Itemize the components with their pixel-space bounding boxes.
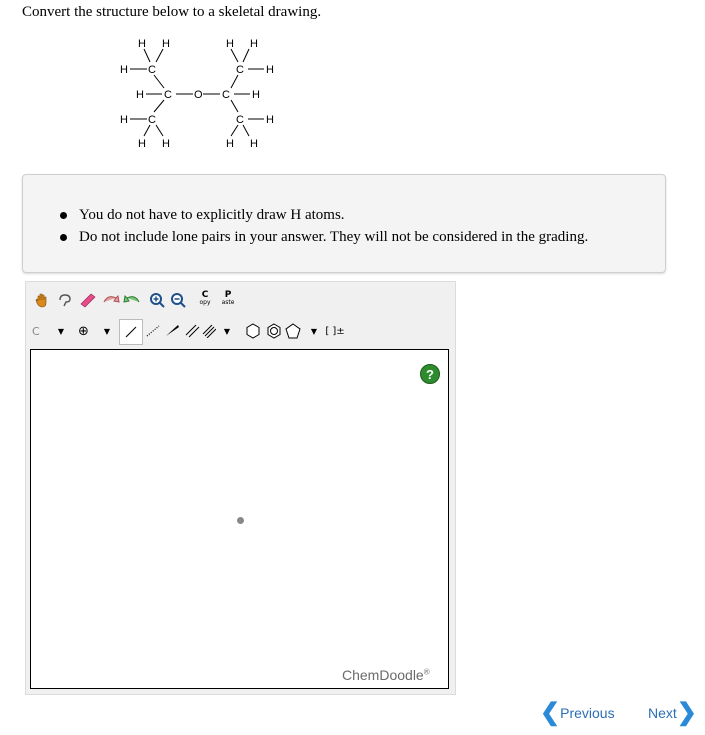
dropdown-arrow-icon: ▼ — [103, 326, 110, 336]
atom-h: H — [120, 64, 128, 76]
hash-bond-tool[interactable] — [143, 321, 163, 341]
charge-icon: ⊕ — [78, 323, 89, 339]
atom-h: H — [250, 38, 258, 50]
chevron-right-icon: ❯ — [676, 699, 697, 726]
copy-button[interactable] — [195, 289, 215, 309]
brand-name: ChemDoodle — [342, 667, 424, 683]
instruction-item: Do not include lone pairs in your answer. They will not be considered in the grading. — [59, 226, 588, 248]
next-button[interactable] — [648, 699, 697, 726]
dropdown-arrow-icon: ▼ — [57, 326, 64, 336]
atom-h: H — [162, 38, 170, 50]
atom-c: C — [148, 64, 156, 76]
wedge-bond-tool[interactable] — [162, 321, 182, 341]
atom-h: H — [138, 38, 146, 50]
brand-mark: ® — [423, 667, 430, 677]
chevron-left-icon: ❮ — [540, 699, 561, 726]
bracket-tool[interactable]: [ ]± — [325, 325, 345, 337]
condensed-structure-diagram — [100, 32, 290, 162]
copy-sub: opy — [199, 299, 211, 306]
charge-select[interactable] — [78, 321, 110, 341]
atom-h: H — [252, 89, 260, 101]
paste-sub: aste — [221, 299, 235, 306]
atom-h: H — [138, 138, 146, 150]
atom-c: C — [236, 114, 244, 126]
atom-c: C — [148, 114, 156, 126]
chemdoodle-editor — [25, 281, 456, 695]
lasso-icon[interactable] — [55, 290, 75, 310]
paste-label: P — [224, 290, 232, 300]
atom-h: H — [226, 38, 234, 50]
undo-icon[interactable] — [101, 290, 121, 310]
double-bond-tool[interactable] — [182, 321, 202, 341]
paste-button[interactable] — [218, 289, 238, 309]
chemdoodle-logo — [342, 667, 430, 683]
instructions-box — [22, 174, 666, 273]
dropdown-arrow-icon: ▼ — [310, 326, 317, 336]
element-label: C — [32, 324, 40, 338]
zoom-in-icon[interactable] — [147, 290, 167, 310]
benzene-icon[interactable] — [264, 321, 284, 341]
instruction-item: You do not have to explicitly draw H atoms. — [59, 204, 588, 226]
next-label: Next — [648, 705, 677, 721]
atom-h: H — [226, 138, 234, 150]
atom-h: H — [266, 114, 274, 126]
cyclohexane-icon[interactable] — [243, 321, 263, 341]
atom-h: H — [136, 89, 144, 101]
atom-h: H — [250, 138, 258, 150]
atom-o: O — [194, 89, 203, 101]
hand-icon[interactable] — [32, 290, 52, 310]
single-bond-tool[interactable] — [119, 319, 143, 345]
redo-icon[interactable] — [122, 290, 142, 310]
dropdown-arrow-icon: ▼ — [223, 326, 230, 336]
previous-button[interactable] — [540, 699, 615, 726]
atom-h: H — [120, 114, 128, 126]
bond-more-select[interactable] — [202, 321, 230, 341]
atom-c: C — [164, 89, 172, 101]
ring-select[interactable] — [285, 321, 317, 341]
copy-label: C — [201, 290, 209, 300]
drawing-canvas[interactable] — [30, 349, 449, 689]
zoom-out-icon[interactable] — [168, 290, 188, 310]
previous-label: Previous — [560, 705, 615, 721]
atom-h: H — [162, 138, 170, 150]
eraser-icon[interactable] — [78, 290, 98, 310]
atom-c: C — [236, 64, 244, 76]
help-button[interactable]: ? — [420, 364, 440, 384]
canvas-center-dot — [237, 517, 244, 524]
atom-h: H — [266, 64, 274, 76]
atom-c: C — [222, 89, 230, 101]
question-text: Convert the structure below to a skeletal drawing. — [22, 4, 322, 20]
element-select[interactable] — [32, 321, 64, 341]
